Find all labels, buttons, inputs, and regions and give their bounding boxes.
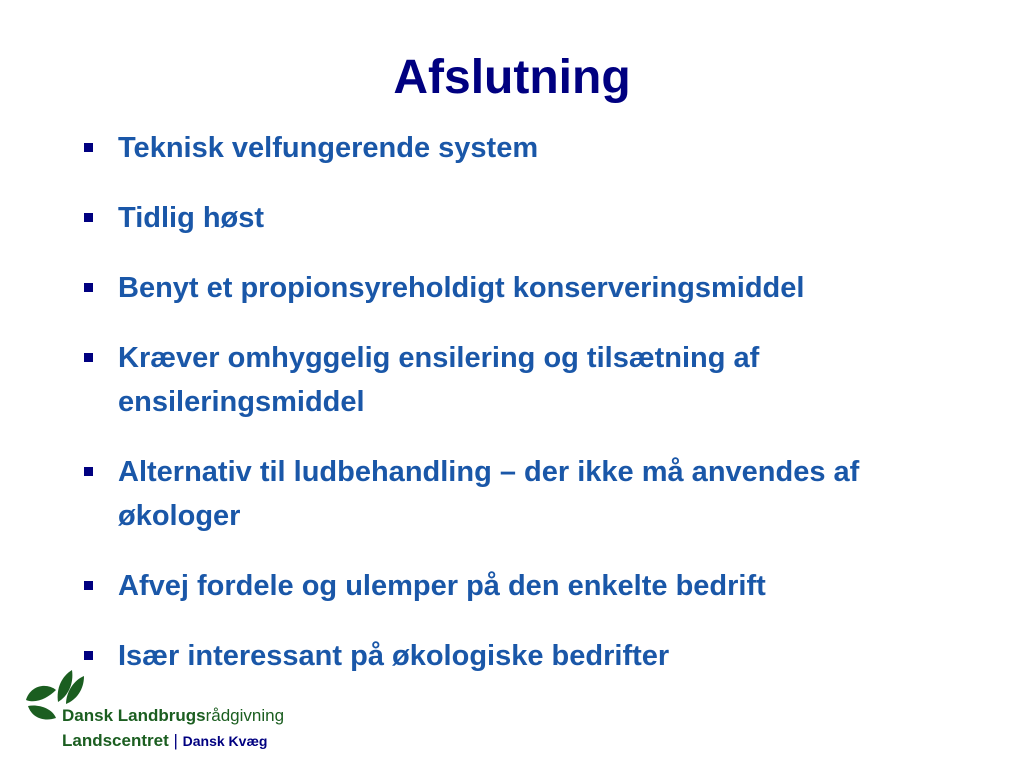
bullet-item: [80, 196, 980, 240]
bullet-text: Tidlig høst: [118, 202, 265, 234]
square-bullet-icon: [84, 213, 93, 222]
logo-org-name-bold: Dansk Landbrugs: [62, 706, 206, 725]
square-bullet-icon: [84, 143, 93, 152]
square-bullet-icon: [84, 467, 93, 476]
bullet-text: Især interessant på økologiske bedrifter: [118, 640, 670, 672]
bullet-text: Benyt et propionsyreholdigt konserveringsmiddel: [118, 272, 805, 304]
bullet-text: Alternativ til ludbehandling – der ikke må anvendes af økologer: [118, 456, 860, 532]
bullet-item: [80, 450, 980, 538]
logo-org-name-suffix: rådgivning: [205, 706, 285, 725]
bullet-item: [80, 126, 980, 170]
logo-unit-name: Landscentret: [62, 731, 169, 750]
bullet-text: Kræver omhyggelig ensilering og tilsætning af ensileringsmiddel: [118, 342, 760, 418]
organization-logo: [24, 668, 344, 758]
bullet-text: Afvej fordele og ulemper på den enkelte bedrift: [118, 570, 766, 602]
logo-department: Dansk Kvæg: [182, 733, 268, 749]
bullet-item: [80, 266, 980, 310]
square-bullet-icon: [84, 651, 93, 660]
slide-title: Afslutning: [393, 51, 631, 104]
square-bullet-icon: [84, 581, 93, 590]
bullet-item: [80, 336, 980, 424]
bullet-list: [80, 126, 980, 704]
square-bullet-icon: [84, 353, 93, 362]
bullet-text: Teknisk velfungerende system: [118, 132, 539, 164]
square-bullet-icon: [84, 283, 93, 292]
bullet-item: [80, 564, 980, 608]
logo-org-name: [62, 706, 284, 726]
logo-separator: |: [173, 731, 178, 750]
logo-org-unit: [62, 731, 267, 751]
